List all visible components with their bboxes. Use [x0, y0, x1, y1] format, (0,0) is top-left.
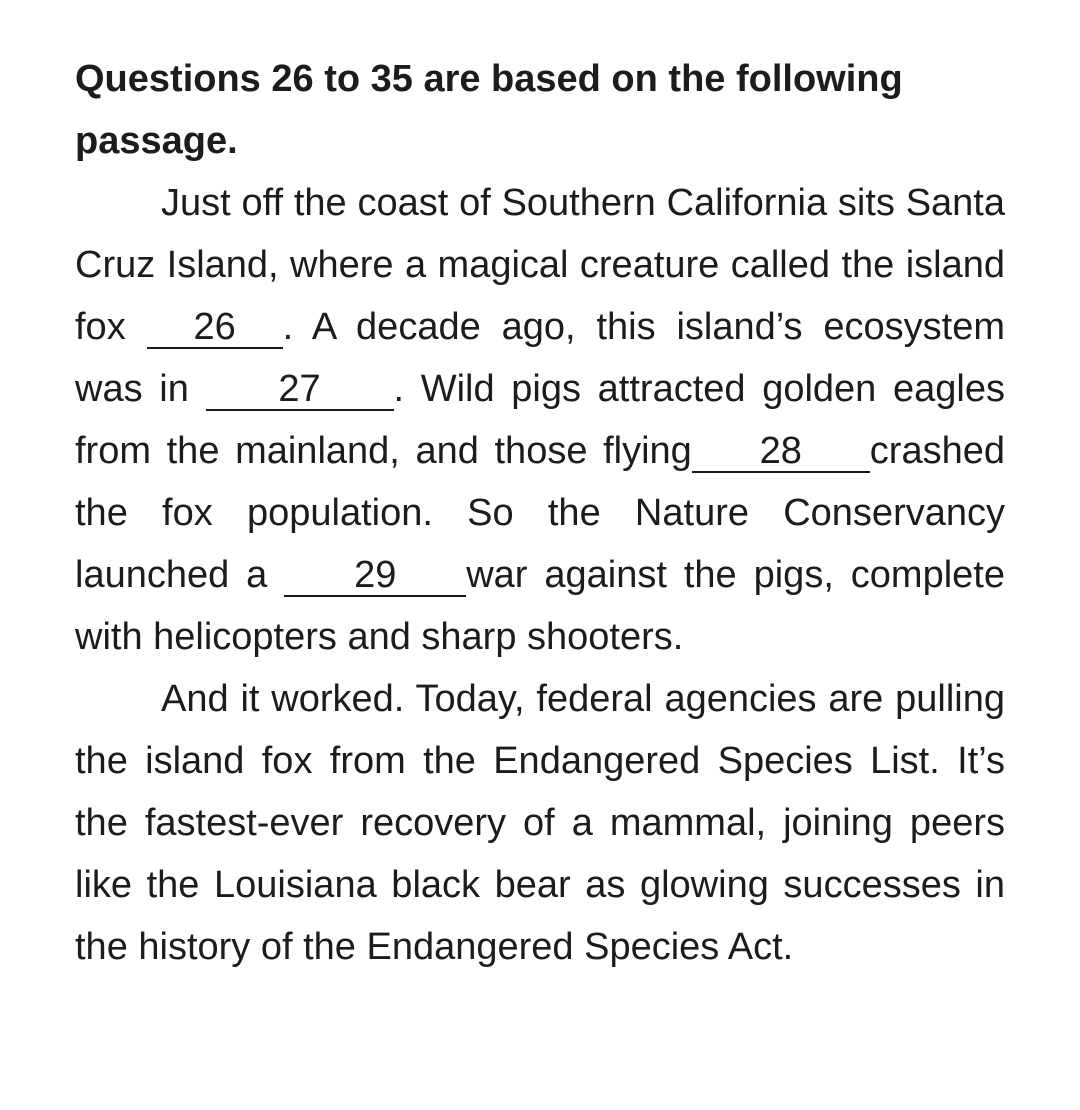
- paragraph-1-text-b: . A decade ago, this island’s ecosystem was in: [75, 306, 1005, 410]
- blank-27: 27: [206, 369, 394, 411]
- paragraph-1-text-c: . Wild pigs attracted golden eagles from the mainland, and those flying: [75, 368, 1005, 472]
- passage-heading: Questions 26 to 35 are based on the following passage.: [75, 58, 903, 162]
- passage-container: [75, 48, 1005, 978]
- paragraph-1: [75, 172, 1005, 668]
- blank-26: 26: [147, 307, 283, 349]
- paragraph-2: And it worked. Today, federal agencies are pulling the island fox from the Endangered Species List. It’s the fastest-ever recovery of a mammal, joining peers like the Louisiana black bear as glowing successes in the history of the Endangered Species Act.: [75, 678, 1005, 968]
- blank-28: 28: [692, 431, 870, 473]
- blank-29: 29: [284, 555, 466, 597]
- paragraph-1-text-e: war against the pigs, complete with helicopters and sharp shooters.: [75, 554, 1005, 658]
- paragraph-1-text-a: Just off the coast of Southern California sits Santa Cruz Island, where a magical creature called the island fox: [75, 182, 1005, 348]
- paragraph-1-text-d: crashed the fox population. So the Nature Conservancy launched a: [75, 430, 1005, 596]
